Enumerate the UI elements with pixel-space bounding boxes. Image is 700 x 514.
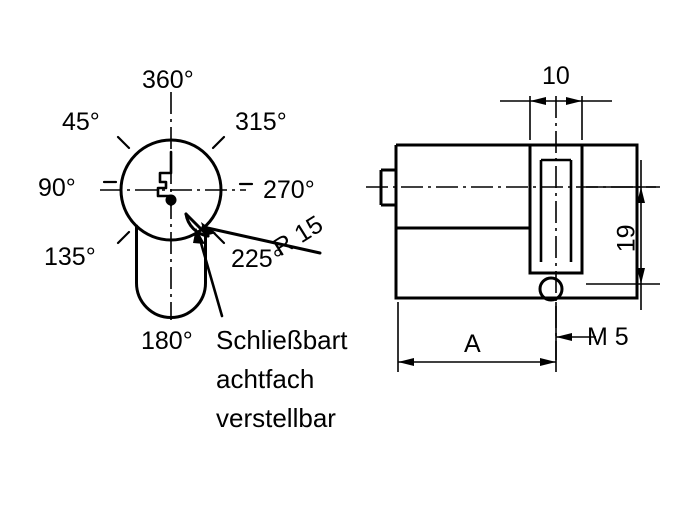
tick-225 — [213, 232, 224, 243]
radius-label-r15: R 15 — [268, 210, 329, 262]
angle-label-45: 45° — [62, 108, 100, 136]
cam-note-line-1: Schließbart — [216, 325, 348, 355]
angle-label-270: 270° — [263, 176, 315, 204]
dim-label-a: A — [464, 330, 481, 358]
angle-label-180: 180° — [141, 327, 193, 355]
cam-note-leader — [199, 236, 222, 316]
cylinder-side-body — [396, 145, 637, 298]
tick-135 — [118, 232, 129, 243]
arrow-10-left — [530, 97, 546, 105]
angle-label-360: 360° — [142, 66, 194, 94]
dim-label-m5: M 5 — [587, 323, 629, 351]
arrow-a-right — [540, 358, 556, 366]
angle-label-225: 225° — [231, 245, 283, 273]
arrow-m5 — [556, 333, 572, 341]
arrow-10-right — [566, 97, 582, 105]
tick-45 — [118, 137, 129, 148]
arrow-a-left — [398, 358, 414, 366]
dim-label-10: 10 — [542, 62, 570, 90]
cam-note-line-3: verstellbar — [216, 403, 336, 433]
angle-label-315: 315° — [235, 108, 287, 136]
angle-label-90: 90° — [38, 174, 76, 202]
angle-label-135: 135° — [44, 243, 96, 271]
dim-label-19: 19 — [612, 224, 641, 253]
tick-315 — [213, 137, 224, 148]
cam-note-line-2: achtfach — [216, 364, 315, 394]
